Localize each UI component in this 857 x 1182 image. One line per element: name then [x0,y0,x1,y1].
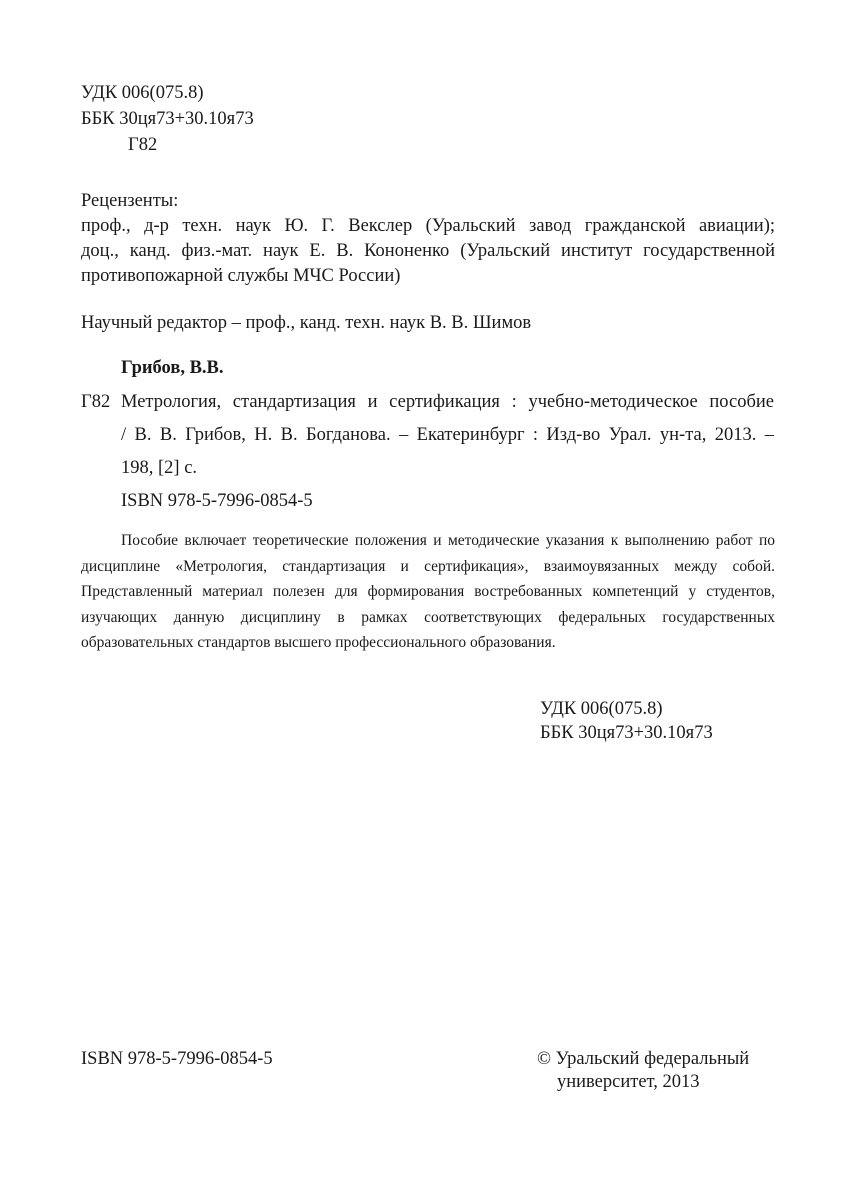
annotation [81,528,775,656]
scientific-editor: Научный редактор – проф., канд. техн. наук В. В. Шимов [81,313,532,333]
reviewers-heading: Рецензенты: [81,191,179,211]
udk-top: УДК 006(075.8) [81,83,204,103]
annotation-text: Пособие включает теоретические положения и методические указания к выполнению работ по дисциплине «Метрология, стандартизация и сертификация», взаимоувязанных между собой. Представленный материал полезен для формирования востребованных компетенций у студентов, изучающих данную дисциплину в рамках соответствующих федеральных государственных образовательных стандартов высшего профессионального образования. [81,532,775,651]
card-isbn: ISBN 978-5-7996-0854-5 [121,491,313,511]
footer-isbn: ISBN 978-5-7996-0854-5 [81,1049,273,1069]
card-sign: Г82 [81,392,111,412]
card-line-2: / В. В. Грибов, Н. В. Богданова. – Екатеринбург : Изд-во Урал. ун-та, 2013. – [121,425,774,445]
bbk-bottom: ББК 30ця73+30.10я73 [540,723,713,743]
card-author: Грибов, В.В. [121,358,224,378]
reviewer-line-1: проф., д-р техн. наук Ю. Г. Векслер (Уральский завод гражданской авиации); [81,216,775,236]
reviewer-line-3: противопожарной службы МЧС России) [81,266,401,286]
reviewer-line-2: доц., канд. физ.-мат. наук Е. В. Кононенко (Уральский институт государственной [81,241,775,261]
udk-bottom: УДК 006(075.8) [540,699,663,719]
copyright-line-2: университет, 2013 [557,1072,700,1092]
copyright-line-1: © Уральский федеральный [537,1049,750,1069]
author-sign-top: Г82 [128,135,158,155]
card-line-3: 198, [2] с. [121,458,198,478]
bbk-top: ББК 30ця73+30.10я73 [81,109,254,129]
card-line-1: Метрология, стандартизация и сертификация : учебно-методическое пособие [121,392,774,412]
